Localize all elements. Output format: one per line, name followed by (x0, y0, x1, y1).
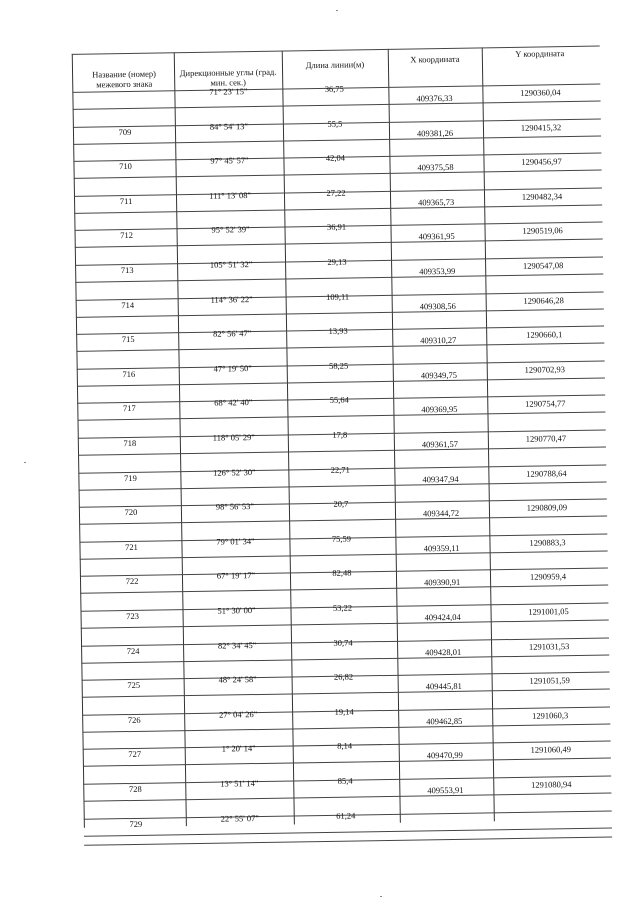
x-coordinate: 409353,99 (419, 265, 456, 277)
directional-angle: 118° 05' 29" (212, 432, 255, 443)
y-coordinate: 1290456,97 (521, 156, 562, 167)
boundary-mark-number: 720 (124, 507, 138, 518)
boundary-mark-number: 725 (127, 680, 141, 691)
line-length: 30,74 (333, 637, 353, 648)
x-coordinate: 409359,11 (423, 542, 460, 554)
line-length: 27,22 (326, 187, 346, 198)
x-coordinate: 409361,95 (418, 231, 455, 242)
y-coordinate: 1290360,04 (520, 87, 561, 98)
y-coordinate: 1291051,59 (529, 675, 570, 686)
line-length: 36,75 (324, 83, 344, 94)
header-angle: Дирекционные углы (град. мин. сек.) (179, 66, 277, 88)
boundary-mark-number: 718 (123, 437, 137, 449)
x-coordinate: 409361,57 (421, 438, 459, 450)
line-length: 109,11 (325, 291, 350, 302)
row-midline (78, 412, 606, 421)
scan-speck (380, 896, 382, 897)
y-coordinate: 1291060,49 (530, 744, 572, 756)
row-midline (75, 239, 603, 248)
directional-angle: 13° 51' 14" (220, 778, 259, 789)
directional-angle: 114° 36' 22" (210, 293, 253, 305)
directional-angle: 68° 42' 40" (214, 397, 253, 409)
scan-speck (336, 10, 338, 11)
boundary-mark-number: 714 (121, 299, 135, 310)
boundary-mark-number: 715 (121, 334, 135, 345)
line-length: 8,14 (337, 740, 353, 752)
directional-angle: 22° 55' 07" (220, 812, 259, 824)
y-coordinate: 1290547,08 (522, 260, 564, 271)
boundary-mark-number: 716 (122, 368, 136, 379)
row-midline (83, 758, 611, 767)
line-length: 20,7 (333, 498, 349, 509)
y-coordinate: 1290519,06 (522, 225, 563, 237)
row-midline (80, 585, 608, 594)
line-length: 26,82 (333, 671, 354, 682)
row-midline (82, 689, 610, 698)
row-midline (82, 723, 610, 732)
boundary-mark-number: 721 (125, 541, 138, 552)
directional-angle: 67° 19' 17" (216, 570, 256, 582)
x-coordinate: 409381,26 (416, 127, 454, 139)
y-coordinate: 1290646,28 (523, 294, 564, 306)
boundary-mark-number: 710 (119, 161, 132, 172)
directional-angle: 79° 01' 34" (216, 535, 255, 547)
x-coordinate: 409470,99 (426, 750, 463, 761)
header-name: Название (номер) межевого знака (92, 68, 156, 90)
boundary-mark-number: 711 (119, 195, 133, 206)
boundary-mark-number: 713 (120, 264, 134, 276)
x-coordinate: 409428,01 (425, 646, 462, 657)
x-coordinate: 409365,73 (417, 196, 455, 208)
row-midline (76, 308, 604, 317)
row-midline (83, 792, 611, 801)
scan-speck (24, 462, 26, 463)
row-midline (80, 550, 608, 559)
boundary-mark-number: 729 (129, 818, 143, 829)
directional-angle: 1° 20' 14" (221, 743, 256, 754)
line-length: 58,25 (329, 360, 349, 371)
x-coordinate: 409347,94 (422, 473, 459, 484)
x-coordinate: 409369,95 (421, 404, 458, 415)
boundary-mark-number: 723 (126, 610, 140, 622)
directional-angle: 47° 19' 50" (213, 362, 252, 374)
directional-angle: 71° 23' 15" (209, 86, 248, 97)
boundary-mark-number: 726 (127, 714, 141, 725)
directional-angle: 82° 34' 45" (217, 639, 257, 651)
x-coordinate: 409344,72 (422, 508, 460, 519)
x-coordinate: 409376,33 (416, 92, 453, 104)
y-coordinate: 1291031,53 (528, 640, 570, 652)
directional-angle: 111° 13' 08" (209, 189, 251, 201)
directional-angle: 82° 56' 47" (213, 328, 252, 339)
row-midline (73, 135, 601, 144)
directional-angle: 98° 56' 53" (215, 501, 255, 512)
y-coordinate: 1290883,3 (529, 536, 566, 548)
boundary-mark-number: 717 (122, 403, 136, 414)
y-coordinate: 1291060,3 (532, 709, 569, 721)
x-coordinate: 409424,04 (424, 611, 461, 623)
row-midline (81, 654, 609, 663)
x-coordinate: 409553,91 (427, 784, 464, 796)
boundary-mark-number: 724 (126, 645, 140, 656)
row-midline (75, 274, 603, 283)
boundary-mark-number: 719 (123, 472, 137, 483)
row-midline (76, 343, 604, 352)
boundary-mark-number: 728 (128, 783, 142, 795)
row-midline (74, 204, 602, 213)
y-coordinate: 1290660,1 (526, 329, 563, 340)
header-y: Y координата (515, 48, 565, 59)
line-length: 55,5 (327, 118, 343, 129)
y-coordinate: 1290788,64 (526, 467, 567, 479)
x-coordinate (404, 819, 488, 820)
row-midline (79, 481, 607, 490)
line-length: 29,13 (327, 256, 347, 267)
x-coordinate: 409308,56 (419, 300, 456, 312)
x-coordinate: 409445,81 (425, 680, 462, 692)
y-coordinate: 1290959,4 (529, 571, 567, 583)
line-length: 19,14 (334, 706, 354, 717)
directional-angle: 97° 45' 57" (210, 155, 249, 166)
line-length: 53,22 (332, 602, 353, 613)
row-midline (77, 377, 605, 386)
y-coordinate: 1290770,47 (525, 433, 567, 444)
y-coordinate: 1290754,77 (525, 398, 566, 410)
header-x: X координата (410, 53, 460, 65)
line-length: 13,93 (328, 325, 348, 337)
row-midline (81, 619, 609, 628)
boundary-mark-number: 727 (128, 749, 142, 760)
row-midline (73, 101, 601, 110)
line-length: 55,64 (329, 394, 349, 406)
line-length: 22,71 (330, 464, 350, 475)
y-coordinate: 1290702,93 (524, 363, 566, 375)
y-coordinate: 1290482,34 (521, 190, 563, 202)
line-length: 61,24 (336, 810, 356, 821)
boundary-mark-number: 709 (118, 126, 132, 137)
x-coordinate: 409375,58 (417, 162, 454, 173)
y-coordinate: 1291080,94 (531, 779, 572, 790)
directional-angle: 95° 52' 39" (211, 224, 250, 236)
x-coordinate: 409349,75 (420, 369, 457, 381)
table-border-bottom (84, 837, 612, 846)
row-midline (79, 516, 607, 525)
line-length: 17,8 (332, 429, 348, 440)
row-midline (78, 447, 606, 456)
directional-angle: 27° 04' 26" (218, 708, 258, 720)
line-length: 42,04 (325, 152, 346, 164)
x-coordinate: 409310,27 (420, 335, 457, 346)
y-coordinate: 1291001,05 (528, 606, 569, 617)
line-length: 75,59 (331, 533, 352, 544)
line-length: 36,91 (326, 221, 347, 233)
directional-angle: 105° 51' 32" (209, 259, 253, 270)
line-length: 82,48 (332, 567, 352, 579)
directional-angle: 84° 54' 13" (209, 120, 249, 132)
directional-angle: 51° 30' 00" (217, 605, 256, 616)
header-length: Длина линии(м) (305, 59, 365, 71)
line-length: 85,4 (337, 775, 353, 786)
boundary-mark-number: 722 (125, 576, 139, 587)
x-coordinate: 409390,91 (423, 577, 461, 588)
directional-angle: 126° 52' 30" (213, 466, 256, 478)
x-coordinate: 409462,85 (426, 715, 463, 727)
y-coordinate: 1290809,09 (526, 502, 568, 513)
directional-angle: 48° 24' 58" (218, 674, 257, 685)
row-midline (84, 827, 612, 836)
y-coordinate (498, 813, 606, 815)
boundary-mark-number: 712 (120, 230, 134, 241)
row-midline (74, 170, 602, 179)
y-coordinate: 1290415,32 (520, 121, 562, 133)
